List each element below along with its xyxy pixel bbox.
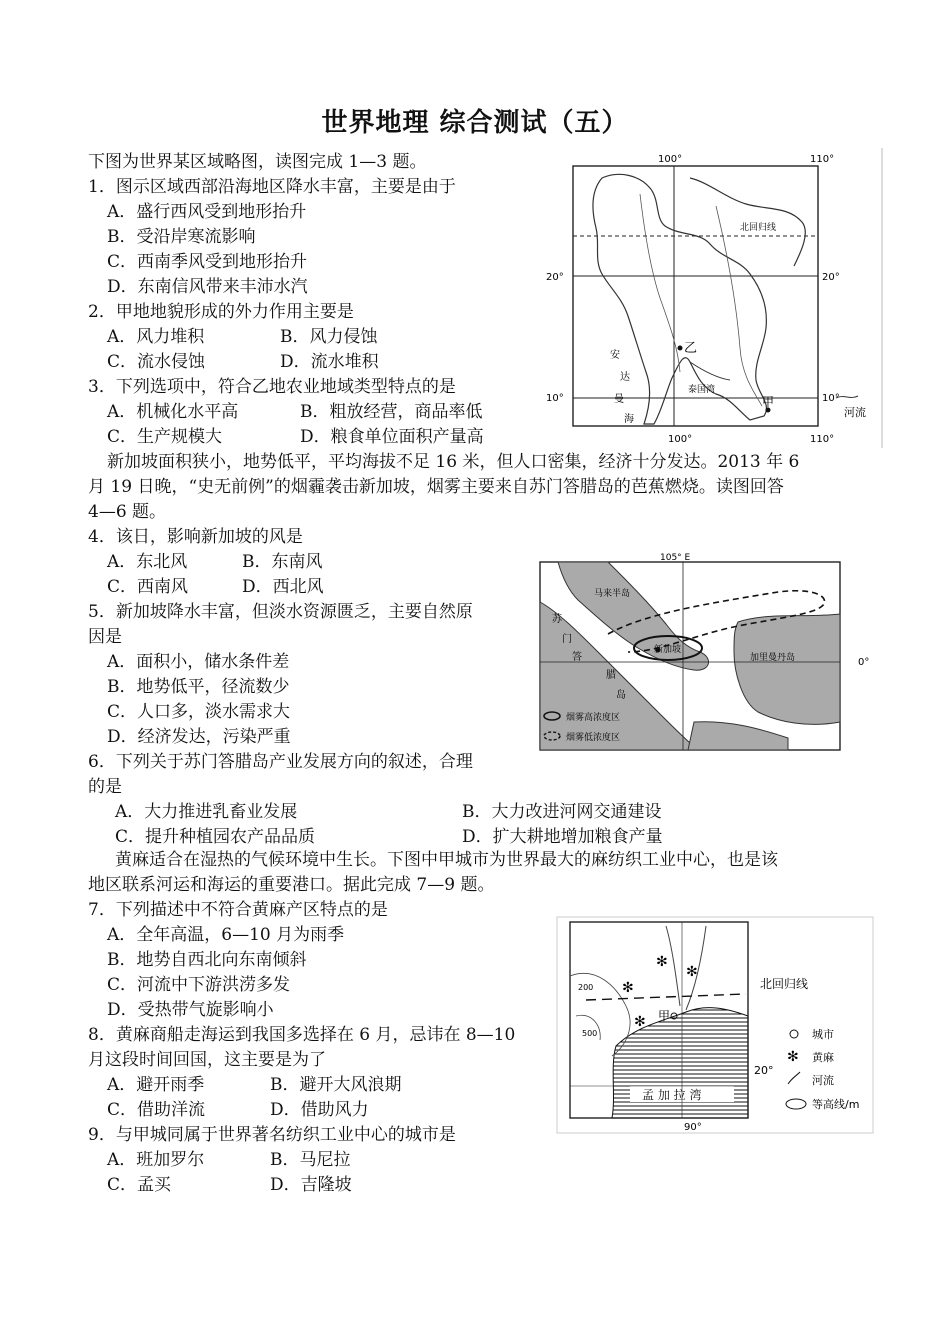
q6-stem-line2: 的是 [88, 777, 122, 797]
q7-option-d[interactable]: D．受热带气旋影响小 [107, 1000, 274, 1020]
contour-500-label: 500 [582, 1029, 598, 1038]
indochina-map [540, 148, 885, 448]
legend-jute-label: 黄麻 [812, 1051, 834, 1064]
legend-city-label: 城市 [812, 1028, 834, 1041]
q2-option-c[interactable]: C．流水侵蚀 [107, 352, 206, 372]
q4-option-b[interactable]: B．东南风 [242, 552, 323, 572]
q8-option-a[interactable]: A．避开雨季 [107, 1075, 205, 1095]
q5-option-b[interactable]: B．地势低平，径流数少 [107, 677, 290, 697]
q5-option-d[interactable]: D．经济发达，污染严重 [107, 727, 291, 747]
legend-low-label: 烟雾低浓度区 [566, 733, 621, 743]
lat-20-label: 20° [754, 1064, 774, 1077]
section3-intro-line2: 地区联系河运和海运的重要港口。据此完成 7—9 题。 [88, 875, 495, 895]
q4-option-c[interactable]: C．西南风 [107, 577, 189, 597]
legend-high-label: 烟雾高浓度区 [566, 713, 621, 723]
q8-option-c[interactable]: C．借助洋流 [107, 1100, 206, 1120]
q9-option-d[interactable]: D．吉隆坡 [270, 1175, 352, 1195]
malay-peninsula-label: 马来半岛 [594, 589, 631, 599]
jute-icon: ✻ [622, 980, 634, 996]
lat-20-left-label: 20° [546, 272, 564, 283]
tropic-label: 北回归线 [760, 977, 809, 991]
q7-option-c[interactable]: C．河流中下游洪涝多发 [107, 975, 291, 995]
bay-of-bengal-label: 孟 加 拉 湾 [642, 1088, 702, 1102]
q7-option-b[interactable]: B．地势自西北向东南倾斜 [107, 950, 307, 970]
lon-110-bottom-label: 110° [810, 434, 835, 445]
legend-contour-label: 等高线/m [812, 1098, 860, 1111]
lat-20-right-label: 20° [822, 272, 840, 283]
section1-intro: 下图为世界某区域略图，读图完成 1—3 题。 [88, 152, 427, 172]
q7-stem: 7．下列描述中不符合黄麻产区特点的是 [88, 900, 388, 920]
legend-river-label: 河流 [812, 1074, 834, 1087]
q1-stem: 1．图示区域西部沿海地区降水丰富，主要是由于 [88, 177, 456, 197]
q3-option-c[interactable]: C．生产规模大 [107, 427, 223, 447]
q2-stem: 2．甲地地貌形成的外力作用主要是 [88, 302, 354, 322]
q6-option-b[interactable]: B．大力改进河网交通建设 [462, 802, 662, 822]
lat-10-left-label: 10° [546, 393, 564, 404]
q8-option-d[interactable]: D．借助风力 [270, 1100, 369, 1120]
lat-10-right-label: 10° [822, 393, 840, 404]
q1-option-c[interactable]: C．西南季风受到地形抬升 [107, 252, 308, 272]
sea-char-2: 达 [620, 372, 630, 383]
q5-stem-line2: 因是 [88, 627, 122, 647]
lon-100-label: 100° [658, 154, 683, 165]
singapore-label: 新加坡 [654, 645, 682, 655]
q5-stem-line1: 5．新加坡降水丰富，但淡水资源匮乏，主要自然原 [88, 602, 473, 622]
q3-stem: 3．下列选项中，符合乙地农业地域类型特点的是 [88, 377, 456, 397]
singapore-haze-map [538, 552, 886, 754]
q7-option-a[interactable]: A．全年高温，6—10 月为雨季 [107, 925, 345, 945]
q3-option-a[interactable]: A．机械化水平高 [107, 402, 239, 422]
lon-90-label: 90° [684, 1122, 702, 1133]
q9-option-a[interactable]: A．班加罗尔 [107, 1150, 205, 1170]
q9-option-c[interactable]: C．孟买 [107, 1175, 172, 1195]
jute-icon: ✻ [686, 964, 698, 980]
section2-intro-line2: 月 19 日晚，“史无前例”的烟霾袭击新加坡，烟雾主要来自苏门答腊岛的芭蕉燃烧。读图回答 [88, 477, 784, 497]
q4-stem: 4．该日，影响新加坡的风是 [88, 527, 303, 547]
lon-110-label: 110° [810, 154, 835, 165]
q6-option-a[interactable]: A．大力推进乳畜业发展 [115, 802, 298, 822]
q1-option-a[interactable]: A．盛行西风受到地形抬升 [107, 202, 307, 222]
jute-icon: ✻ [656, 954, 668, 970]
jute-icon: ✻ [634, 1014, 646, 1030]
q5-option-c[interactable]: C．人口多，淡水需求大 [107, 702, 291, 722]
sea-char-1: 安 [610, 350, 620, 361]
q1-option-d[interactable]: D．东南信风带来丰沛水汽 [107, 277, 308, 297]
q9-option-b[interactable]: B．马尼拉 [270, 1150, 351, 1170]
q6-option-c[interactable]: C．提升种植园农产品品质 [115, 827, 316, 847]
lon-105-label: 105° E [660, 553, 691, 563]
jute-legend-icon: ✻ [787, 1049, 799, 1065]
lat-0-label: 0° [858, 657, 870, 668]
q6-stem-line1: 6．下列关于苏门答腊岛产业发展方向的叙述，合理 [88, 752, 473, 772]
kalimantan-label: 加里曼丹岛 [750, 653, 796, 663]
q8-option-b[interactable]: B．避开大风浪期 [270, 1075, 402, 1095]
bengal-jute-map [556, 916, 876, 1136]
bay-label: 泰国湾 [688, 385, 716, 395]
yi-marker [678, 346, 683, 351]
section2-intro-line1: 新加坡面积狭小，地势低平，平均海拔不足 16 米，但人口密集，经济十分发达。2013 年 6 [107, 452, 800, 472]
da-char: 答 [572, 652, 582, 663]
q4-option-a[interactable]: A．东北风 [107, 552, 188, 572]
su-char: 苏 [552, 614, 562, 625]
section3-intro-line1: 黄麻适合在湿热的气候环境中生长。下图中甲城市为世界最大的麻纺织工业中心，也是该 [115, 850, 778, 870]
section2-intro-line3: 4—6 题。 [88, 502, 167, 522]
q6-option-d[interactable]: D．扩大耕地增加粮食产量 [462, 827, 663, 847]
q8-stem-line2: 月这段时间回国，这主要是为了 [88, 1050, 326, 1070]
q3-option-d[interactable]: D．粮食单位面积产量高 [300, 427, 484, 447]
la-char: 腊 [606, 670, 616, 681]
tropic-label: 北回归线 [740, 223, 777, 233]
men-char: 门 [562, 634, 572, 645]
q2-option-a[interactable]: A．风力堆积 [107, 327, 205, 347]
q2-option-d[interactable]: D．流水堆积 [280, 352, 379, 372]
lon-100-bottom-label: 100° [668, 434, 693, 445]
q3-option-b[interactable]: B．粗放经营，商品率低 [300, 402, 483, 422]
q2-option-b[interactable]: B．风力侵蚀 [280, 327, 378, 347]
q9-stem: 9．与甲城同属于世界著名纺织工业中心的城市是 [88, 1125, 456, 1145]
q5-option-a[interactable]: A．面积小，储水条件差 [107, 652, 290, 672]
q1-option-b[interactable]: B．受沿岸寒流影响 [107, 227, 256, 247]
page-title: 世界地理 综合测试（五） [321, 108, 629, 138]
dao-char: 岛 [616, 690, 626, 701]
sea-char-4: 海 [624, 414, 634, 425]
sea-char-3: 曼 [614, 394, 624, 405]
jia-label: 甲 [762, 395, 775, 409]
river-legend-label: 河流 [844, 406, 866, 419]
q8-stem-line1: 8．黄麻商船走海运到我国多选择在 6 月，忌讳在 8—10 [88, 1025, 516, 1045]
jia-city-label: 甲 [658, 1009, 671, 1023]
contour-200-label: 200 [578, 983, 594, 992]
q4-option-d[interactable]: D．西北风 [242, 577, 324, 597]
yi-label: 乙 [684, 341, 698, 356]
